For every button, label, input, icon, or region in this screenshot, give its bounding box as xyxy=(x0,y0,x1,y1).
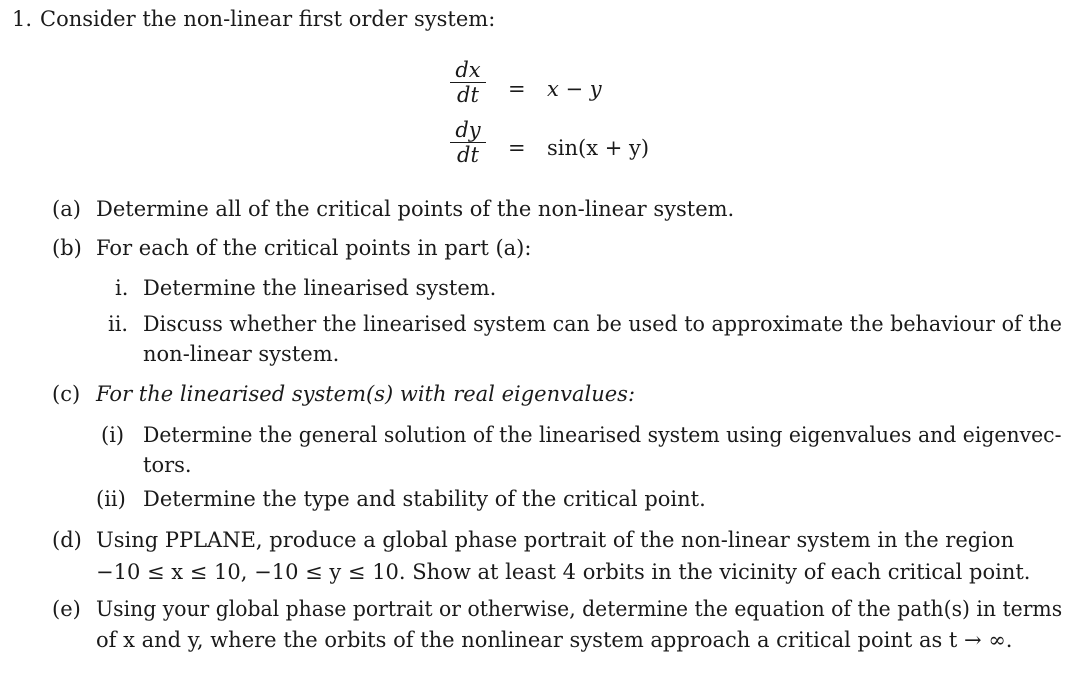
part-b-i-label: i. xyxy=(115,276,129,300)
part-c-i-line1: Determine the general solution of the linearised system using eigenvalues and eigenvec- xyxy=(143,423,1062,447)
part-c-i-label: (i) xyxy=(101,423,125,447)
part-b-ii-line1: Discuss whether the linearised system can be used to approximate the behaviour of the xyxy=(143,312,1062,336)
part-e-label: (e) xyxy=(52,597,81,621)
denominator: dt xyxy=(457,83,479,107)
denominator: dt xyxy=(457,143,479,167)
part-b-label: (b) xyxy=(52,236,82,260)
equals-sign: = xyxy=(508,77,526,101)
rhs-expression: sin(x + y) xyxy=(547,136,650,160)
part-a-text: Determine all of the critical points of the non-linear system. xyxy=(96,197,735,221)
fraction-dy-dt xyxy=(448,118,488,167)
part-c-ii-text: Determine the type and stability of the critical point. xyxy=(143,487,706,511)
problem-intro: Consider the non-linear first order system: xyxy=(40,7,496,31)
numerator: dx xyxy=(455,58,481,82)
part-b-ii-label: ii. xyxy=(108,312,129,336)
part-b-ii-line2: non-linear system. xyxy=(143,342,340,366)
fraction-dx-dt xyxy=(448,58,488,107)
part-e-line2: of x and y, where the orbits of the nonlinear system approach a critical point as t → ∞. xyxy=(96,628,1013,652)
equals-sign: = xyxy=(508,136,526,160)
part-b-text: For each of the critical points in part (a): xyxy=(96,236,532,260)
part-c-label: (c) xyxy=(52,382,81,406)
part-b-i-text: Determine the linearised system. xyxy=(143,276,497,300)
part-d-line1: Using PPLANE, produce a global phase portrait of the non-linear system in the region xyxy=(96,528,1015,552)
part-c-text: For the linearised system(s) with real eigenvalues: xyxy=(96,382,636,406)
part-c-ii-label: (ii) xyxy=(96,487,126,511)
part-d-label: (d) xyxy=(52,528,82,552)
part-a-label: (a) xyxy=(52,197,81,221)
numerator: dy xyxy=(455,118,481,142)
part-e-line1: Using your global phase portrait or otherwise, determine the equation of the path(s) in terms xyxy=(96,597,1063,621)
part-d-line2: −10 ≤ x ≤ 10, −10 ≤ y ≤ 10. Show at least 4 orbits in the vicinity of each critical point. xyxy=(96,560,1031,584)
part-c-i-line2: tors. xyxy=(143,453,192,477)
rhs-expression: x − y xyxy=(547,77,602,101)
problem-number: 1. xyxy=(12,7,33,31)
